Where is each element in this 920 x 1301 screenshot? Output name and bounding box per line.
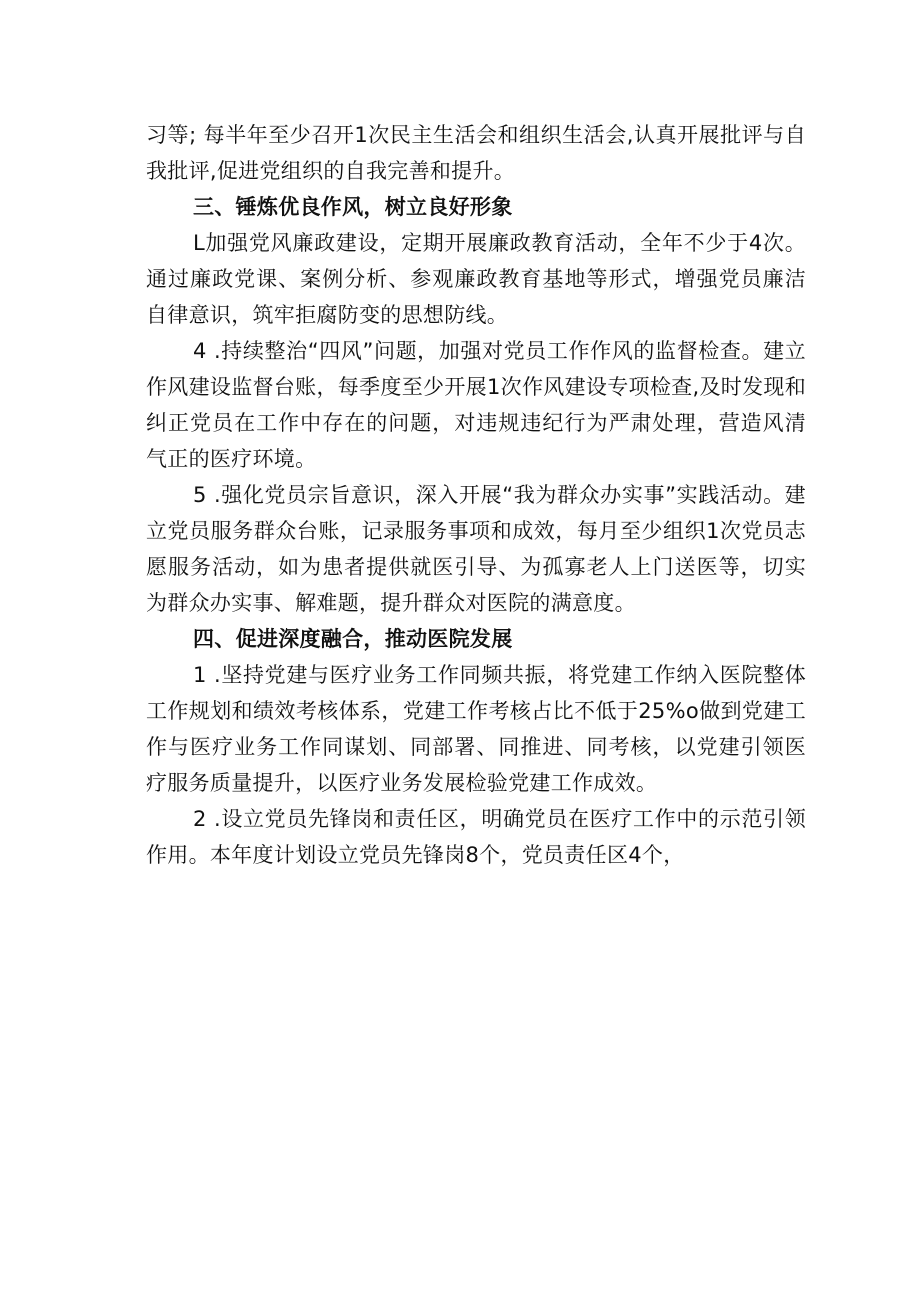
section-heading-3: 三、锤炼优良作风，树立良好形象 [193,195,513,219]
paragraph-vanguard-posts: 2 .设立党员先锋岗和责任区，明确党员在医疗工作中的示范引领作用。本年度计划设立党员先锋岗8个，党员责任区4个， [146,807,806,867]
paragraph-integrity-education: L加强党风廉政建设，定期开展廉政教育活动，全年不少于4次。通过廉政党课、案例分析、参观廉政教育基地等形式，增强党员廉洁自律意识，筑牢拒腐防变的思想防线。 [146,231,806,327]
paragraph-integration: 1 .坚持党建与医疗业务工作同频共振，将党建工作纳入医院整体工作规划和绩效考核体系，党建工作考核占比不低于25%o做到党建工作与医疗业务工作同谋划、同部署、同推进、同考核，以党建引领医疗服务质量提升，以医疗业务发展检验党建工作成效。 [146,663,806,795]
paragraph-four-winds: 4 .持续整治“四风”问题，加强对党员工作作风的监督检查。建立作风建设监督台账，每季度至少开展1次作风建设专项检查,及时发现和纠正党员在工作中存在的问题，对违规违纪行为严肃处理，营造风清气正的医疗环境。 [146,339,806,471]
paragraph-serve-masses: 5 .强化党员宗旨意识，深入开展“我为群众办实事”实践活动。建立党员服务群众台账，记录服务事项和成效，每月至少组织1次党员志愿服务活动，如为患者提供就医引导、为孤寡老人上门送医等，切实为群众办实事、解难题，提升群众对医院的满意度。 [146,483,806,615]
document-body [146,117,806,873]
section-heading-4: 四、促进深度融合，推动医院发展 [193,627,513,651]
paragraph-self-criticism: 习等; 每半年至少召开1次民主生活会和组织生活会,认真开展批评与自我批评,促进党组织的自我完善和提升。 [146,123,806,183]
